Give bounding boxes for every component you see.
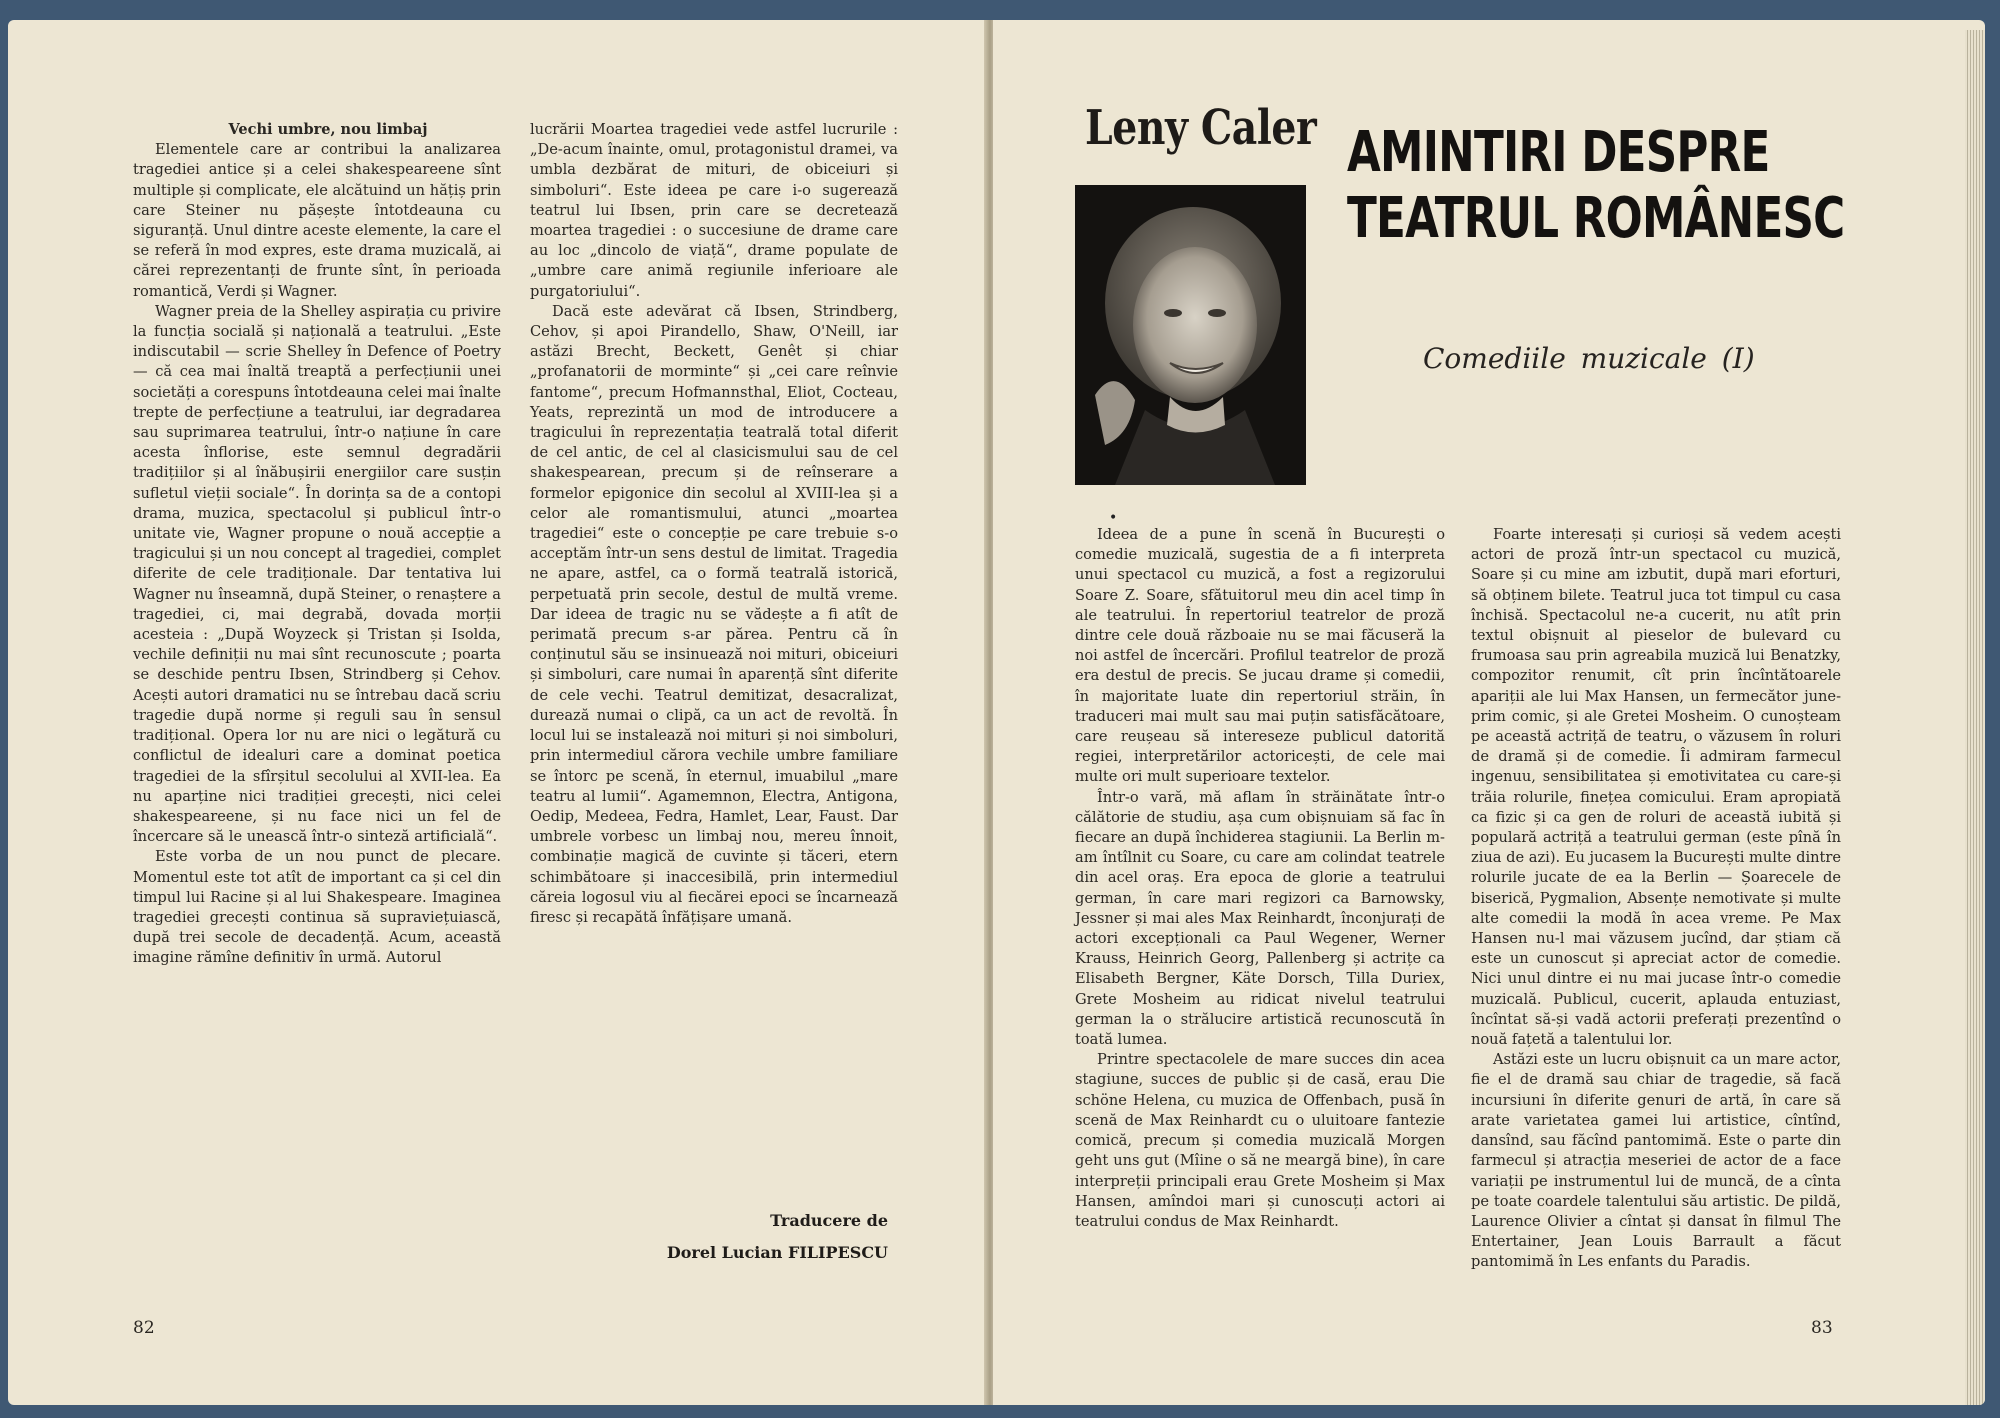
title-line-2: TEATRUL ROMÂNESC xyxy=(1347,186,1845,251)
right-page xyxy=(993,20,1985,1405)
page-edge xyxy=(1965,30,1985,1405)
paragraph: Foarte interesați și curioși să vedem acești actori de proză într-un spectacol cu muzică, Soare și cu mine am izbutit, după mari eforturi, să obținem bilete. Teatrul juca tot timpul cu casa închisă. Spectacolul ne-a cucerit, nu atît prin textul obișnuit al pieselor de bulevard cu frumoasa sau prin agreabila muzică lui Benatzky, compozitor renumit, cît prin încîntătoarele apariții ale lui Max Hansen, un fermecător june-prim comic, și ale Gretei Mosheim. O cunoșteam pe această actriță de teatru, o văzusem în roluri de dramă și de comedie. Îi admiram farmecul ingenuu, sensibilitatea și emotivitatea cu care-și trăia rolurile, finețea comicului. Eram apropiată ca fizic și ca gen de roluri de această iubită și populară actriță a teatrului german (este pînă în ziua de azi). Eu jucasem la București multe dintre rolurile jucate de ea la Berlin — Șoarecele de biserică, Pygmalion, Absențe nemotivate și multe alte comedii la modă în acea vreme. Pe Max Hansen nu-l mai văzusem jucînd, dar știam că este un cunoscut și apreciat actor de comedie. Nici unul dintre ei nu mai jucase într-o comedie muzicală. Publicul, cucerit, aplauda entuziast, încîntat să-și vadă actorii preferați prezentînd o nouă fațetă a talentului lor. xyxy=(1471,526,1841,1049)
page-number-right: 83 xyxy=(1811,1318,1833,1338)
page-number-left: 82 xyxy=(133,1318,155,1338)
author-name: Leny Caler xyxy=(1085,100,1317,156)
author-portrait xyxy=(1075,185,1306,485)
paragraph: Ideea de a pune în scenă în București o comedie muzicală, sugestia de a fi interpreta unui spectacol cu muzică, a fost a regizorului Soare Z. Soare, sfătuitorul meu din acel timp în ale teatrului. În repertoriul teatrelor de proză dintre cele două războaie nu se mai făcuseră la noi astfel de încercări. Profilul teatrelor de proză era destul de precis. Se jucau drame și comedii, în majoritate luate din repertoriul străin, în traduceri mai mult sau mai puțin satisfăcătoare, care reușeau să intereseze publicul datorită regiei, interpretărilor actoricești, de cele mai multe ori mult superioare textelor. xyxy=(1075,526,1445,786)
left-page xyxy=(8,20,986,1405)
right-column-1 xyxy=(1075,525,1445,1232)
paragraph: Elementele care ar contribui la analizarea tragediei antice și a celei shakespeareene sînt multiple și complicate, ele alcătuind un hățiș prin care Steiner nu pășește întotdeauna cu siguranță. Unul dintre aceste elemente, la care el se referă în mod expres, este drama muzicală, ai cărei reprezentanți de frunte sînt, în perioada romantică, Verdi și Wagner. xyxy=(133,141,501,300)
paragraph: Este vorba de un nou punct de plecare. Momentul este tot atît de important ca și cel din timpul lui Racine și al lui Shakespeare. Imaginea tragediei grecești continua să supraviețuiască, după trei secole de decadență. Acum, această imagine rămîne definitiv în urmă. Autorul xyxy=(133,848,501,967)
translation-credit xyxy=(648,1205,888,1269)
article-subtitle: Comediile muzicale (I) xyxy=(1423,342,1755,375)
section-heading: Vechi umbre, nou limbaj xyxy=(228,121,428,138)
right-column-2 xyxy=(1471,525,1841,1273)
article-title xyxy=(1347,120,1844,252)
paragraph: Într-o vară, mă aflam în străinătate într-o călătorie de studiu, așa cum obișnuiam să fac în fiecare an după închiderea stagiunii. La Berlin m-am întîlnit cu Soare, cu care am colindat teatrele din acel oraș. Era epoca de glorie a teatrului german, în care mari regizori ca Barnowsky, Jessner și mai ales Max Reinhardt, înconjurați de actori excepționali ca Paul Wegener, Werner Krauss, Heinrich Georg, Pallenberg și actrițe ca Elisabeth Bergner, Käte Dorsch, Tilla Duriex, Grete Mosheim au ridicat nivelul teatrului german la o strălucire artistică recunoscută în toată lumea. xyxy=(1075,788,1445,1049)
paragraph: lucrării Moartea tragediei vede astfel lucrurile : „De-acum înainte, omul, protagonistul dramei, va umbla dezbărat de mituri, de obiceiuri și simboluri“. Este ideea pe care i-o sugerează teatrul lui Ibsen, prin care se decretează moartea tragediei : o succesiune de drame care au loc „dincolo de viață“, drame populate de „umbre care animă regiunile inferioare ale purgatoriului“. xyxy=(530,121,898,300)
title-line-1: AMINTIRI DESPRE xyxy=(1347,120,1770,185)
left-column-2 xyxy=(530,120,898,928)
portrait-image xyxy=(1075,185,1306,485)
left-column-1 xyxy=(133,120,501,969)
translator-name: Dorel Lucian FILIPESCU xyxy=(666,1243,888,1262)
paragraph: Printre spectacolele de mare succes din acea stagiune, succes de public și de casă, erau Die schöne Helena, cu muzica de Offenbach, pusă în scenă de Max Reinhardt cu o uluitoare fantezie comică, precum și comedia muzicală Morgen geht uns gut (Mîine o să ne meargă bine), în care interpreții principali erau Grete Mosheim și Max Hansen, amîndoi mari și cunoscuți actori ai teatrului condus de Max Reinhardt. xyxy=(1075,1051,1445,1230)
paragraph: Dacă este adevărat că Ibsen, Strindberg, Cehov, și apoi Pirandello, Shaw, O'Neill, iar astăzi Brecht, Beckett, Genêt și chiar „profanatorii de morminte“ și „cei care reînvie fantome“, precum Hofmannsthal, Eliot, Cocteau, Yeats, reprezintă un mod de introducere a tragicului în reprezentația teatrală total diferit de cel antic, de cel al clasicismului sau de cel shakespearean, precum și de reînserare a formelor epigonice din secolul al XVIII-lea și a celor ale romantismului, atunci „moartea tragediei“ este o concepție pe care trebuie s-o acceptăm într-un sens destul de limitat. Tragedia ne apare, astfel, ca o formă teatrală istorică, perpetuată prin secole, destul de multă vreme. Dar ideea de tragic nu se vădește a fi atît de perimată precum s-ar părea. Pentru că în conținutul său se insinuează noi mituri, obiceiuri și simboluri, care numai în aparență sînt diferite de cele vechi. Teatrul demitizat, desacralizat, durează numai o clipă, ca un act de revoltă. În locul lui se instalează noi mituri și noi simboluri, prin intermediul cărora vechile umbre familiare se întorc pe scenă, în eternul, imuabilul „mare teatru al lumii“. Agamemnon, Electra, Antigona, Oedip, Medeea, Fedra, Hamlet, Lear, Faust. Dar umbrele vorbesc un limbaj nou, mereu înnoit, combinație magică de cuvinte și tăceri, etern schimbătoare și inaccesibilă, prin intermediul căreia logosul viu al fiecărei epoci se încarnează firesc și recapătă înfățișare umană. xyxy=(530,302,898,926)
bullet-dot: • xyxy=(1109,510,1118,526)
credit-label: Traducere de xyxy=(770,1211,888,1230)
paragraph: Wagner preia de la Shelley aspirația cu privire la funcția socială și națională a teatrului. „Este indiscutabil — scrie Shelley în Defence of Poetry — că cea mai înaltă treaptă a perfecțiunii unei societăți a corespuns întotdeauna celei mai înalte trepte de perfecțiune a teatrului, iar degradarea sau suprimarea teatrului, într-o națiune în care acesta înflorise, este semnul degradării tradițiilor și al înăbușirii energiilor care susțin sufletul vieții sociale“. În dorința sa de a contopi drama, muzica, spectacolul și publicul într-o unitate vie, Wagner propune o nouă accepție a tragicului și un nou concept al tragediei, complet diferite de cele tradiționale. Dar tentativa lui Wagner nu înseamnă, după Steiner, o renaștere a tragediei, ci, mai degrabă, dovada morții acesteia : „După Woyzeck și Tristan și Isolda, vechile definiții nu mai sînt recunoscute ; poarta se deschide pentru Ibsen, Strindberg și Cehov. Acești autori dramatici nu se întrebau dacă scriu tragedie după norme și reguli sau în sensul tradițional. Opera lor nu are nici o legătură cu conflictul de idealuri care a dominat poetica tragediei de la sfîrșitul secolului al XVII-lea. Ea nu aparține nici tradiției grecești, nici celei shakespeareene, și nu face nici un fel de încercare să le unească într-o sinteză artificială“. xyxy=(133,302,501,846)
paragraph: Astăzi este un lucru obișnuit ca un mare actor, fie el de dramă sau chiar de tragedie, să facă incursiuni în diferite genuri de artă, în care să arate varietatea gamei lui artistice, cîntînd, dansînd, sau făcînd pantomimă. Este o parte din farmecul și atracția meseriei de actor de a face variații pe instrumentul lui de muncă, de a cînta pe toate coardele talentului său artistic. De pildă, Laurence Olivier a cîntat și dansat în filmul The Entertainer, Jean Louis Barrault a făcut pantomimă în Les enfants du Paradis. xyxy=(1471,1051,1841,1271)
